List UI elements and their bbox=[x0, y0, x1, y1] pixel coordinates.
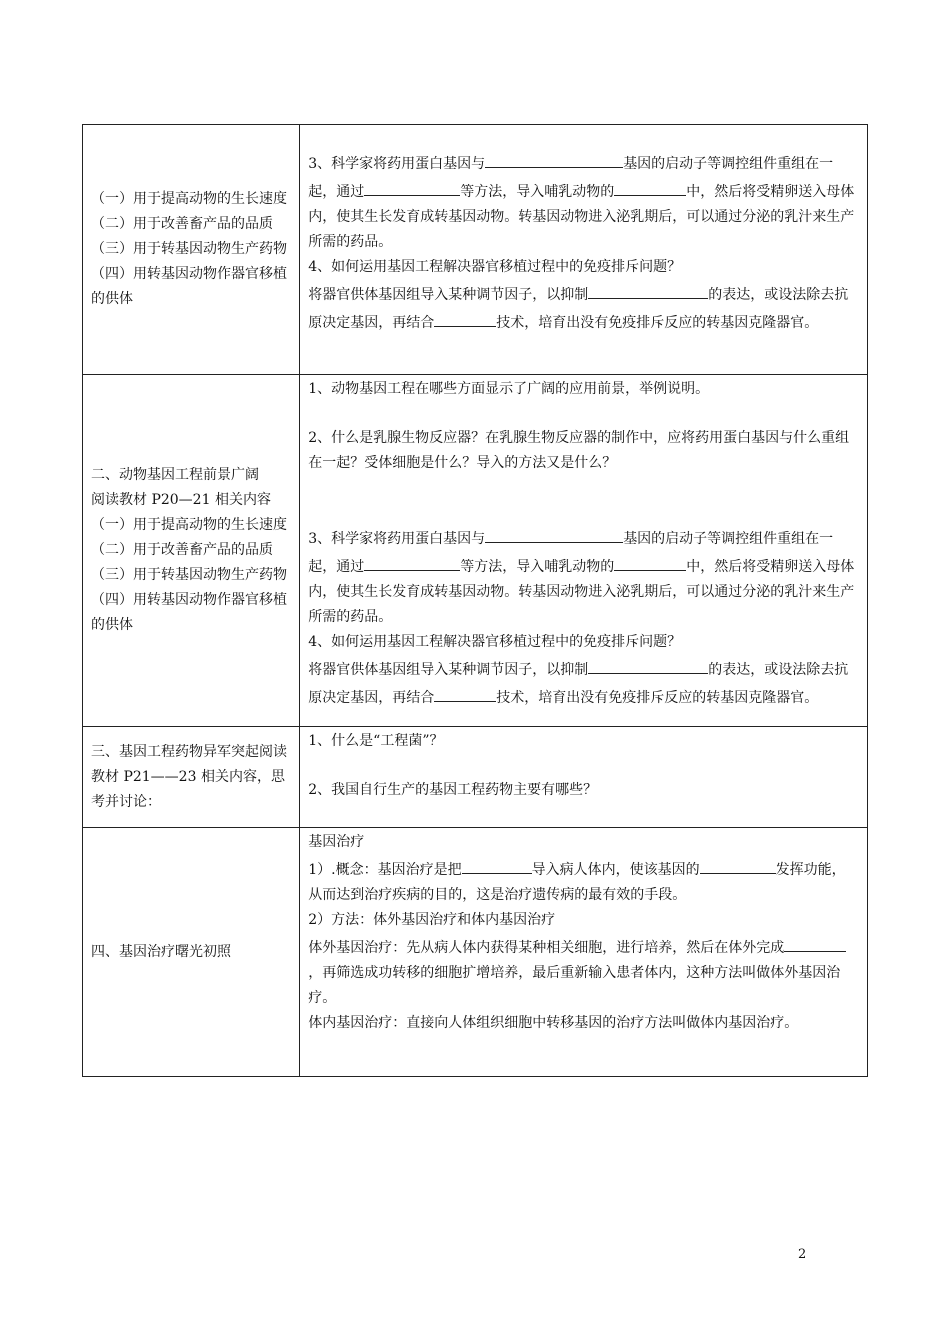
row3-right-cell bbox=[300, 727, 868, 828]
row3-left-cell: 三、基因工程药物异军突起阅读教材 P21——23 相关内容，思考并讨论： bbox=[83, 727, 300, 828]
fill-blank[interactable] bbox=[434, 308, 496, 327]
table-row bbox=[83, 828, 868, 1077]
fill-blank[interactable] bbox=[485, 149, 623, 168]
in-vivo: 体内基因治疗：直接向人体组织细胞中转移基因的治疗方法叫做体内基因治疗。 bbox=[308, 1015, 799, 1031]
worksheet bbox=[82, 124, 868, 1077]
left-item: （一）用于提高动物的生长速度 bbox=[91, 191, 287, 207]
left-item: （一）用于提高动物的生长速度 bbox=[91, 517, 287, 533]
reading-note: 阅读教材 P20—21 相关内容 bbox=[91, 492, 271, 508]
table-row bbox=[83, 727, 868, 828]
left-item: （三）用于转基因动物生产药物 bbox=[91, 567, 287, 583]
table-row bbox=[83, 125, 868, 375]
question-3: 3、科学家将药用蛋白基因与 基因的启动子等调控组件重组在一起，通过 等方法，导入哺乳动物的 中，然后将受精卵送入母体内，使其生长发育成转基因动物。转基因动物进入泌乳期后，可以通过分泌的乳汁来生产所需的药品。 bbox=[308, 524, 859, 630]
question-1: 1、什么是“工程菌”？ bbox=[308, 733, 444, 749]
page-number: 2 bbox=[798, 1247, 807, 1262]
answer-4: 将器官供体基因组导入某种调节因子，以抑制 的表达，或设法除去抗原决定基因，再结合 技术，培育出没有免疫排斥反应的转基因克隆器官。 bbox=[308, 280, 859, 336]
concept: 1）.概念：基因治疗是把 导入病人体内，使该基因的 发挥功能，从而达到治疗疾病的目的，这是治疗遗传病的最有效的手段。 bbox=[308, 855, 859, 908]
fill-blank[interactable] bbox=[364, 177, 460, 196]
row1-right-cell bbox=[300, 125, 868, 375]
question-3: 3、科学家将药用蛋白基因与 基因的启动子等调控组件重组在一起，通过 等方法，导入哺乳动物的 中，然后将受精卵送入母体内，使其生长发育成转基因动物。转基因动物进入泌乳期后，可以通过分泌的乳汁来生产所需的药品。 bbox=[308, 149, 859, 255]
row2-left-cell bbox=[83, 375, 300, 727]
fill-blank[interactable] bbox=[614, 552, 686, 571]
worksheet-table bbox=[82, 124, 868, 1077]
ex-vivo: 体外基因治疗：先从病人体内获得某种相关细胞，进行培养，然后在体外完成，再筛选成功转移的细胞扩增培养，最后重新输入患者体内，这种方法叫做体外基因治疗。 bbox=[308, 933, 859, 1011]
fill-blank[interactable] bbox=[485, 524, 623, 543]
row1-left-cell bbox=[83, 125, 300, 375]
question-2: 2、什么是乳腺生物反应器？在乳腺生物反应器的制作中，应将药用蛋白基因与什么重组在一起？受体细胞是什么？导入的方法又是什么？ bbox=[308, 430, 850, 471]
fill-blank[interactable] bbox=[700, 855, 776, 874]
fill-blank[interactable] bbox=[434, 683, 496, 702]
question-4: 4、如何运用基因工程解决器官移植过程中的免疫排斥问题？ bbox=[308, 259, 682, 275]
left-item: （四）用转基因动物作器官移植的供体 bbox=[91, 266, 287, 307]
question-4: 4、如何运用基因工程解决器官移植过程中的免疫排斥问题？ bbox=[308, 634, 682, 650]
heading: 基因治疗 bbox=[308, 834, 365, 850]
section-title: 二、动物基因工程前景广阔 bbox=[91, 467, 259, 483]
left-item: （四）用转基因动物作器官移植的供体 bbox=[91, 592, 287, 633]
left-item: （三）用于转基因动物生产药物 bbox=[91, 241, 287, 257]
method: 2）方法：体外基因治疗和体内基因治疗 bbox=[308, 912, 556, 928]
row4-left-cell: 四、基因治疗曙光初照 bbox=[83, 828, 300, 1077]
left-item: （二）用于改善畜产品的品质 bbox=[91, 216, 273, 232]
fill-blank[interactable] bbox=[364, 552, 460, 571]
answer-4: 将器官供体基因组导入某种调节因子，以抑制 的表达，或设法除去抗原决定基因，再结合 技术，培育出没有免疫排斥反应的转基因克隆器官。 bbox=[308, 655, 859, 711]
row2-right-cell bbox=[300, 375, 868, 727]
question-2: 2、我国自行生产的基因工程药物主要有哪些？ bbox=[308, 782, 598, 798]
fill-blank[interactable] bbox=[614, 177, 686, 196]
left-item: （二）用于改善畜产品的品质 bbox=[91, 542, 273, 558]
fill-blank[interactable] bbox=[784, 933, 846, 952]
row4-right-cell bbox=[300, 828, 868, 1077]
fill-blank[interactable] bbox=[588, 280, 708, 299]
fill-blank[interactable] bbox=[462, 855, 532, 874]
fill-blank[interactable] bbox=[588, 655, 708, 674]
question-1: 1、动物基因工程在哪些方面显示了广阔的应用前景，举例说明。 bbox=[308, 381, 710, 397]
table-row bbox=[83, 375, 868, 727]
